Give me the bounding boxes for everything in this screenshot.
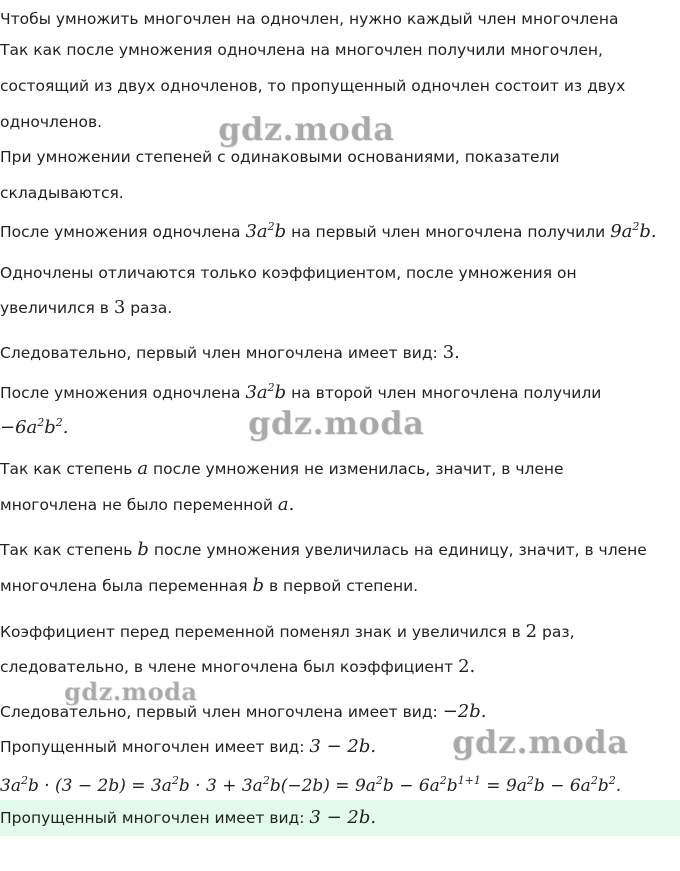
- text-line-18: следовательно, в члене многочлена был коэффициент 2.: [0, 656, 476, 677]
- text-line-6: складываются.: [0, 184, 124, 202]
- text-line-4: одночленов.: [0, 113, 103, 131]
- math-3-minus-2b: 3 − 2b.: [309, 736, 377, 757]
- text-line-16: многочлена была переменная b в первой степени.: [0, 575, 419, 596]
- text-line-15: Так как степень b после умножения увеличилась на единицу, значит, в члене: [0, 539, 647, 560]
- watermark-1: gdz.moda: [218, 110, 395, 148]
- text-line-12: [0, 413, 69, 438]
- math-3a2b-2: $3a^2b$: [245, 381, 287, 403]
- math-a-dot: a.: [277, 494, 295, 515]
- math-neg2b: −2b.: [442, 701, 487, 722]
- formula-line: [0, 771, 621, 796]
- text-line-20: Пропущенный многочлен имеет вид: 3 − 2b.: [0, 736, 377, 757]
- text-line-2: Так как после умножения одночлена на многочлен получили многочлен,: [0, 41, 603, 59]
- math-3: 3: [113, 297, 126, 318]
- answer-line: Пропущенный многочлен имеет вид: 3 − 2b.: [0, 807, 377, 828]
- watermark-2: gdz.moda: [248, 404, 425, 442]
- text-line-3: состоящий из двух одночленов, то пропущенный одночлен состоит из двух: [0, 77, 626, 95]
- math-3-dot: 3.: [442, 342, 460, 363]
- text-line-19: Следовательно, первый член многочлена имеет вид: −2b.: [0, 701, 487, 722]
- text-line-14: многочлена не было переменной a.: [0, 494, 295, 515]
- watermark-4: gdz.moda: [452, 723, 629, 761]
- math-answer: 3 − 2b.: [309, 807, 377, 828]
- text-line-8: Одночлены отличаются только коэффициентом, после умножения он: [0, 264, 577, 282]
- math-b: b: [137, 539, 149, 560]
- text-line-13: Так как степень a после умножения не изменилась, значит, в члене: [0, 458, 564, 479]
- text-line-1: Чтобы умножить многочлен на одночлен, нужно каждый член многочлена: [0, 10, 619, 28]
- math-2: 2: [525, 621, 538, 642]
- math-neg6a2b2: $-6a^2b^2$.: [0, 416, 69, 438]
- text-line-9: увеличился в 3 раза.: [0, 297, 173, 318]
- math-a: a: [137, 458, 149, 479]
- math-2-dot: 2.: [458, 656, 476, 677]
- math-b-2: b: [252, 575, 265, 596]
- text-line-10: Следовательно, первый член многочлена имеет вид: 3.: [0, 342, 460, 363]
- text-line-7: После умножения одночлена $3a^2b$ на первый член многочлена получили $9a^2b$.: [0, 220, 657, 242]
- math-expansion: $3a^2b \cdot (3 - 2b) = 3a^2b \cdot 3 + 3a^2b(-2b) = 9a^2b - 6a^2b^{1+1} = 9a^2b - 6a^2b^2$.: [0, 774, 622, 796]
- watermark-3: gdz.moda: [64, 677, 198, 706]
- math-3a2b: $3a^2b$: [245, 220, 287, 242]
- text-line-5: При умножении степеней с одинаковыми основаниями, показатели: [0, 148, 560, 166]
- math-9a2b: $9a^2b$.: [610, 220, 657, 242]
- text-line-11: После умножения одночлена $3a^2b$ на второй член многочлена получили: [0, 381, 602, 403]
- text-line-17: Коэффициент перед переменной поменял знак и увеличился в 2 раз,: [0, 621, 575, 642]
